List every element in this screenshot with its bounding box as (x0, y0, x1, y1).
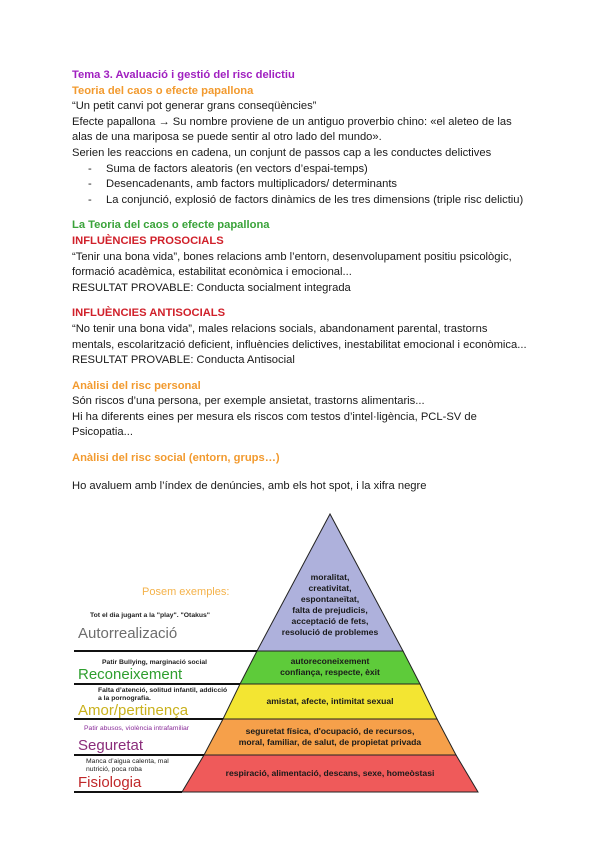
paragraph-line: alas de una mariposa se puede sentir al otro lado del mundo». (72, 131, 382, 144)
list-item: - La conjunció, explosió de factors dinàmics de les tres dimensions (triple risc delictiu) (88, 193, 532, 209)
example-reconeixement: Patir Bullying, marginació social (102, 659, 208, 666)
result-text: RESULTAT PROVABLE: Conducta socialment integrada (72, 281, 351, 294)
quote-text: “Un petit canvi pot generar grans conseqüències” (72, 100, 317, 113)
level-content-fisiologia (206, 768, 454, 779)
section-heading-social-risk: Anàlisi del risc social (entorn, grups…) (72, 452, 280, 465)
list-item: - Desencadenants, amb factors multiplicadors/ determinants (88, 177, 532, 193)
paragraph-line: Ho avaluem amb l’índex de denúncies, amb els hot spot, i la xifra negre (72, 479, 427, 492)
subheading-antisocial: INFLUÈNCIES ANTISOCIALS (72, 307, 226, 320)
content-line: creativitat, (308, 583, 352, 593)
section-heading-personal-risk: Anàlisi del risc personal (72, 379, 201, 392)
example-autorrealitzacio: Tot el dia jugant a la "play". "Otakus" (90, 612, 211, 619)
content-line: falta de prejudicis, (292, 605, 368, 615)
content-line: espontaneïtat, (300, 594, 360, 604)
level-content-amor (242, 696, 418, 707)
paragraph-line: Efecte papallona → Su nombre proviene de un antiguo proverbio chino: «el aleteo de las (72, 115, 512, 128)
level-label-fisiologia: Fisiologia (78, 774, 142, 791)
level-content-autorrealitzacio (280, 572, 380, 638)
example-amor: Falta d’atenció, solitud infantil, addicció a la pornografia. (98, 687, 228, 702)
section-heading-theory: La Teoria del caos o efecte papallona (72, 219, 270, 232)
paragraph-line: Són riscos d’una persona, per exemple ansietat, trastorns alimentaris... (72, 395, 425, 408)
paragraph-line: Serien les reaccions en cadena, un conjunt de passos cap a les conductes delictives (72, 146, 492, 159)
content-line: confiança, respecte, èxit (280, 667, 380, 677)
examples-note: Posem exemples: (142, 586, 230, 598)
level-label-autorrealitzacio: Autorrealizació (78, 625, 178, 642)
section-heading-chaos: Teoria del caos o efecte papallona (72, 84, 254, 97)
content-line: moral, familiar, de salut, de propietat privada (238, 737, 422, 747)
list-item: - Suma de factors aleatoris (en vectors d’espai-temps) (88, 162, 532, 178)
content-line: moralitat, (310, 572, 350, 582)
paragraph-line: formació acadèmica, estabilitat econòmica i emocional... (72, 266, 352, 279)
maslow-pyramid (72, 512, 512, 802)
level-label-reconeixement: Reconeixement (78, 666, 183, 683)
paragraph-line: “Tenir una bona vida”, bones relacions amb l’entorn, desenvolupament positiu psicològic, (72, 250, 512, 263)
paragraph-line: Hi ha diferents eines per mesura els riscos com testos d’intel·ligència, PCL-SV de (72, 410, 477, 423)
content-line: seguretat física, d'ocupació, de recursos, (245, 726, 415, 736)
content-line: acceptació de fets, (291, 616, 369, 626)
level-content-reconeixement (260, 656, 400, 678)
example-seguretat: Patir abusos, violència intrafamiliar (84, 725, 190, 732)
content-line: amistat, afecte, intimitat sexual (266, 696, 394, 706)
level-content-seguretat (222, 726, 438, 748)
document-title: Tema 3. Avaluació i gestió del risc delictiu (72, 69, 295, 81)
paragraph-line: mentals, escolarització deficient, influències delictives, inestabilitat emocional i econòmica... (72, 338, 527, 351)
document-body (72, 68, 532, 494)
result-text: RESULTAT PROVABLE: Conducta Antisocial (72, 354, 295, 367)
example-fisiologia: Manca d’aigua calenta, mal nutrició, poca roba (86, 758, 169, 773)
paragraph-line: Psicopatia... (72, 426, 133, 439)
content-line: resolució de problemes (281, 627, 379, 637)
paragraph-line: “No tenir una bona vida”, males relacions socials, abandonament parental, trastorns (72, 322, 488, 335)
level-label-seguretat: Seguretat (78, 737, 144, 754)
content-line: respiració, alimentació, descans, sexe, homeòstasi (225, 768, 435, 778)
content-line: autoreconeixement (290, 656, 370, 666)
factor-list (72, 162, 532, 209)
subheading-prosocial: INFLUÈNCIES PROSOCIALS (72, 234, 224, 247)
level-label-amor: Amor/pertinença (78, 702, 189, 719)
